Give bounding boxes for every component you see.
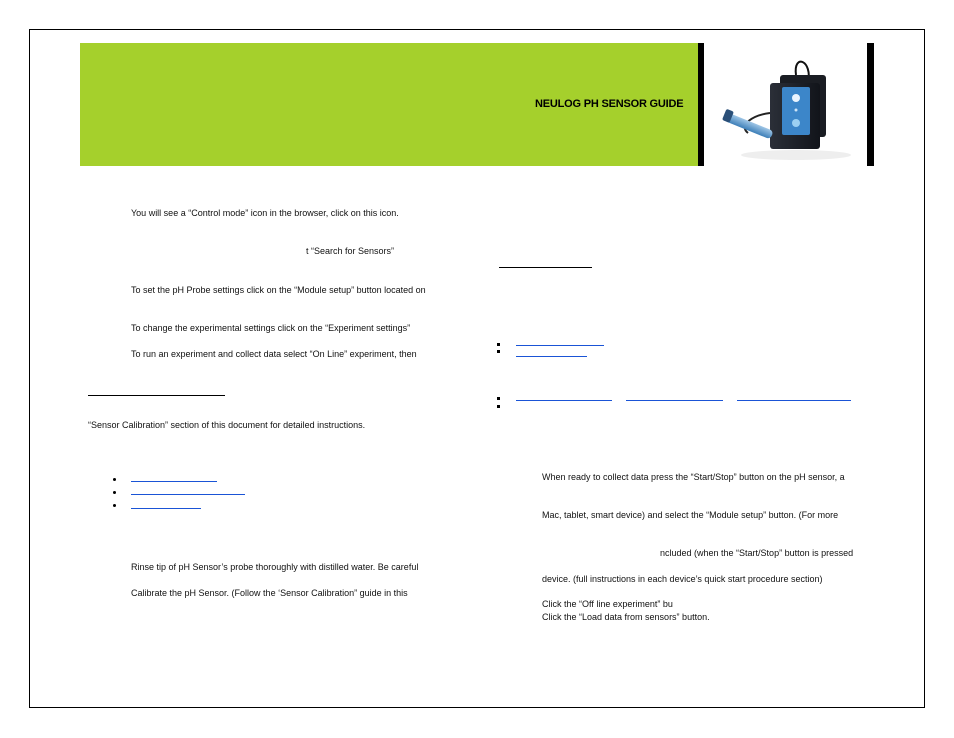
guide-title: NEULOG PH SENSOR GUIDE: [535, 98, 684, 110]
link-underline[interactable]: [516, 400, 612, 401]
bullet: [497, 405, 500, 408]
section-heading-underline: [499, 267, 592, 268]
ph-sensor-product-image: [718, 55, 858, 163]
link-underline[interactable]: [516, 345, 604, 346]
instruction-run-experiment: To run an experiment and collect data select “On Line” experiment, then: [131, 349, 417, 359]
instruction-device-quick-start: device. (full instructions in each device’s quick start procedure section): [542, 574, 823, 584]
bullet: [497, 343, 500, 346]
instruction-search-sensors: t “Search for Sensors”: [306, 246, 395, 256]
link-underline[interactable]: [131, 481, 217, 482]
instruction-calibrate: Calibrate the pH Sensor. (Follow the ‘Sensor Calibration” guide in this: [131, 588, 408, 598]
link-underline[interactable]: [626, 400, 723, 401]
instruction-control-mode: You will see a “Control mode” icon in the browser, click on this icon.: [131, 208, 399, 218]
link-underline[interactable]: [737, 400, 851, 401]
instruction-experiment-settings: To change the experimental settings click on the “Experiment settings”: [131, 323, 411, 333]
bullet: [113, 491, 116, 494]
link-underline[interactable]: [516, 356, 587, 357]
bullet: [497, 397, 500, 400]
instruction-module-setup: To set the pH Probe settings click on the “Module setup” button located on: [131, 285, 426, 295]
banner-divider: [698, 43, 704, 166]
bullet: [497, 350, 500, 353]
link-underline[interactable]: [131, 494, 245, 495]
instruction-select-module-setup: Mac, tablet, smart device) and select the “Module setup” button. (For more: [542, 510, 839, 520]
instruction-offline-experiment: Click the “Off line experiment” bu: [542, 599, 673, 609]
header-right-rule: [867, 43, 874, 166]
instruction-load-data: Click the “Load data from sensors” button.: [542, 612, 710, 622]
bullet: [113, 478, 116, 481]
instruction-start-stop-pressed: ncluded (when the “Start/Stop” button is pressed: [660, 548, 854, 558]
calibration-reference-text: “Sensor Calibration” section of this document for detailed instructions.: [88, 420, 366, 430]
link-underline[interactable]: [131, 508, 201, 509]
instruction-rinse-probe: Rinse tip of pH Sensor’s probe thoroughly with distilled water. Be careful: [131, 562, 419, 572]
instruction-start-stop: When ready to collect data press the “Start/Stop” button on the pH sensor, a: [542, 472, 845, 482]
section-heading-underline: [88, 395, 225, 396]
bullet: [113, 504, 116, 507]
